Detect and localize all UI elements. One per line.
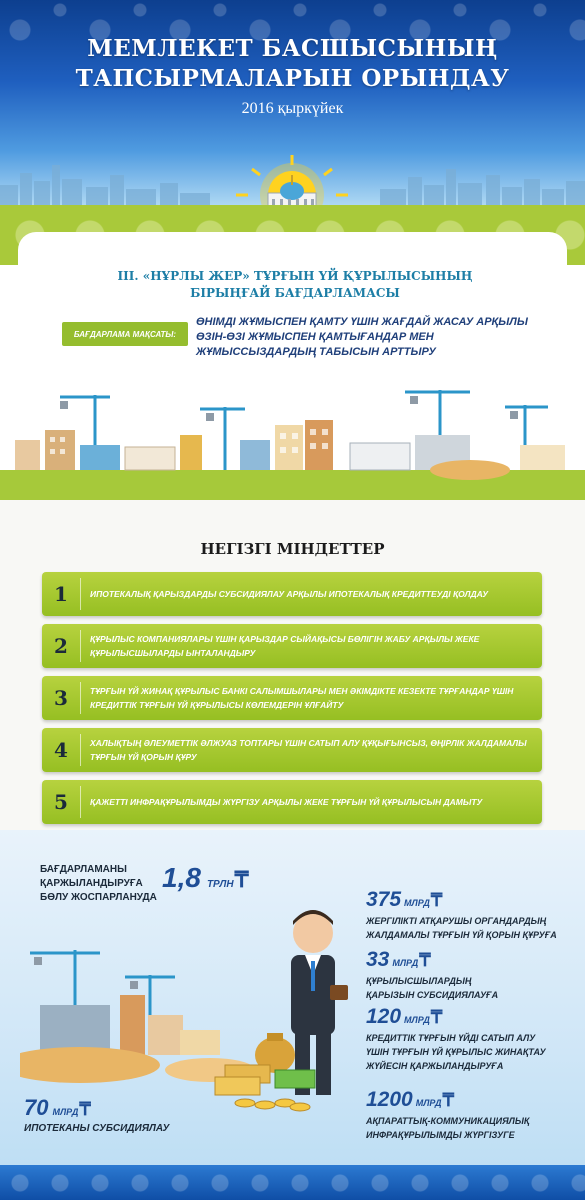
task-item — [42, 676, 542, 720]
funding-total-unit: ТРЛН — [206, 879, 234, 890]
task-item — [42, 780, 542, 824]
stat-unit: МЛРД — [415, 1098, 442, 1108]
program-title-line1: ІІІ. «НҰРЛЫ ЖЕР» ТҰРҒЫН ҮЙ ҚҰРЫЛЫСЫНЫҢ — [117, 269, 473, 283]
funding-label: БАҒДАРЛАМАНЫ ҚАРЖЫЛАНДЫРУҒА БӨЛУ ЖОСПАРЛАНУДА — [40, 864, 157, 903]
funding-stat-33 — [366, 948, 566, 1002]
stat-value: 33 — [366, 948, 390, 971]
goal-label: БАҒДАРЛАМА МАҚСАТЫ: — [62, 322, 188, 346]
task-text: ҚАЖЕТТІ ИНФРАҚҰРЫЛЫМДЫ ЖҮРГІЗУ АРҚЫЛЫ ЖЕКЕ ТҰРҒЫН ҮЙ ҚҰРЫЛЫСЫН ДАМЫТУ — [90, 797, 483, 807]
stat-value: 70 — [24, 1095, 49, 1120]
businessman-money-illustration — [205, 905, 365, 1115]
footer-ornament-band — [0, 1165, 585, 1200]
stat-unit: МЛРД — [392, 958, 419, 968]
header-banner — [0, 0, 585, 215]
task-number: 5 — [54, 790, 68, 814]
task-number: 3 — [54, 686, 68, 710]
city-construction-illustration — [0, 385, 585, 500]
task-text: ТҰРҒЫН ҮЙ ЖИНАҚ ҚҰРЫЛЫС БАНКІ САЛЫМШЫЛАРЫ МЕН ӘКІМДІКТЕ КЕЗЕКТЕ ТҰРҒАНДАР ҮШІН КРЕДИТТІК ТҰРҒЫН ҮЙ ҚҰРЫЛЫСЫ КӨЛЕМДЕРІН ҰЛҒАЙТУ — [90, 686, 514, 710]
stat-description: АҚПАРАТТЫҚ-КОММУНИКАЦИЯЛЫҚ ИНФРАҚҰРЫЛЫМДЫ ЖҮРГІЗУГЕ — [366, 1116, 530, 1140]
program-title — [80, 268, 510, 302]
tenge-icon: ₸ — [442, 1090, 455, 1110]
ornament-pattern — [0, 1165, 585, 1200]
stat-unit: МЛРД — [404, 898, 430, 908]
stat-unit: МЛРД — [404, 1015, 430, 1025]
task-text: ИПОТЕКАЛЫҚ ҚАРЫЗДАРДЫ СУБСИДИЯЛАУ АРҚЫЛЫ ИПОТЕКАЛЫҚ КРЕДИТТЕУДІ ҚОЛДАУ — [90, 589, 489, 599]
tenge-icon: ₸ — [419, 950, 431, 970]
page-title-line2: ТАПСЫРМАЛАРЫН ОРЫНДАУ — [75, 65, 510, 92]
stat-unit: МЛРД — [52, 1107, 79, 1117]
task-item — [42, 728, 542, 772]
tenge-icon: ₸ — [234, 867, 249, 892]
funding-stat-375 — [366, 888, 566, 942]
task-item — [42, 572, 542, 616]
stat-value: 375 — [366, 888, 402, 911]
task-divider — [80, 578, 81, 610]
task-number: 1 — [54, 582, 68, 606]
stat-description: ҚҰРЫЛЫСШЫЛАРДЫҢ ҚАРЫЗЫН СУБСИДИЯЛАУҒА — [366, 976, 499, 1000]
tenge-icon: ₸ — [430, 1007, 443, 1027]
task-number: 4 — [54, 738, 68, 762]
task-number: 2 — [54, 634, 68, 658]
stat-description: КРЕДИТТІК ТҰРҒЫН ҮЙДІ САТЫП АЛУ ҮШІН ТҰРҒЫН ҮЙ ҚҰРЫЛЫС ЖИНАҚТАУ ЖҮЙЕСІН ҚАРЖЫЛАНДЫРУҒА — [366, 1033, 546, 1071]
task-divider — [80, 630, 81, 662]
funding-stat-120 — [366, 1005, 566, 1073]
stat-value: 120 — [366, 1005, 402, 1028]
funding-total-value: 1,8 — [162, 862, 201, 893]
task-text: ХАЛЫҚТЫҢ ӘЛЕУМЕТТІК ӘЛЖУАЗ ТОПТАРЫ ҮШІН САТЫП АЛУ ҚҰҚЫҒЫНСЫЗ, ӨҢІРЛІК ЖАЛДАМАЛЫ ТҰРҒЫН ҮЙ ҚОРЫН ҚҰРУ — [90, 738, 527, 762]
stat-description: ЖЕРГІЛІКТІ АТҚАРУШЫ ОРГАНДАРДЫҢ ЖАЛДАМАЛЫ ТҰРҒЫН ҮЙ ҚОРЫН ҚҰРУҒА — [366, 916, 557, 940]
task-divider — [80, 682, 81, 714]
tasks-title: НЕГІЗГІ МІНДЕТТЕР — [200, 540, 385, 558]
task-item — [42, 624, 542, 668]
task-divider — [80, 734, 81, 766]
funding-total — [162, 862, 249, 894]
goal-text: ӨНІМДІ ЖҰМЫСПЕН ҚАМТУ ҮШІН ЖАҒДАЙ ЖАСАУ АРҚЫЛЫ ӨЗІН-ӨЗІ ЖҰМЫСПЕН ҚАМТЫҒАНДАР МЕН ЖҰМЫССЫЗДАРДЫҢ ТАБЫСЫН АРТТЫРУ — [196, 316, 528, 358]
task-text: ҚҰРЫЛЫС КОМПАНИЯЛАРЫ ҮШІН ҚАРЫЗДАР СЫЙАҚЫСЫ БӨЛІГІН ЖАБУ АРҚЫЛЫ ЖЕКЕ ҚҰРЫЛЫСШЫЛАРДЫ ЫНТАЛАНДЫРУ — [90, 634, 480, 658]
funding-stat-70 — [24, 1095, 224, 1134]
program-title-line2: БІРЫҢҒАЙ БАҒДАРЛАМАСЫ — [190, 286, 400, 300]
tenge-icon: ₸ — [79, 1099, 91, 1119]
stat-description: ИПОТЕКАНЫ СУБСИДИЯЛАУ — [24, 1123, 170, 1134]
tenge-icon: ₸ — [430, 890, 443, 910]
stat-value: 1200 — [366, 1088, 413, 1111]
funding-stat-1200 — [366, 1088, 566, 1142]
page-title-line1: МЕМЛЕКЕТ БАСШЫСЫНЫҢ — [87, 35, 498, 62]
task-divider — [80, 786, 81, 818]
page-date: 2016 қыркүйек — [241, 100, 344, 117]
page-title — [0, 34, 585, 94]
